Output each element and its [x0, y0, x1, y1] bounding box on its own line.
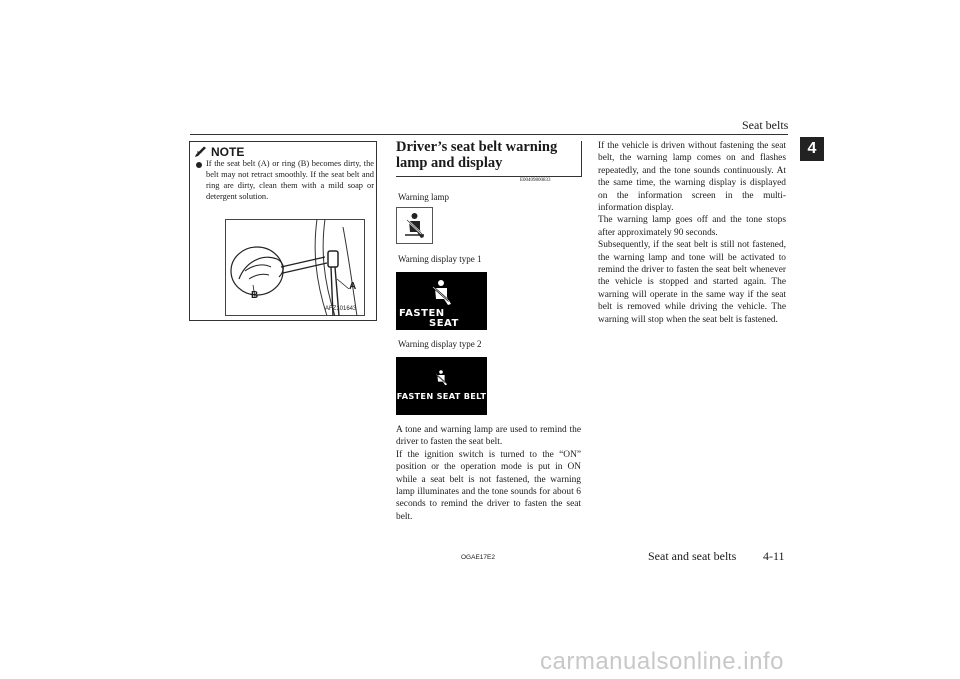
note-heading-text: NOTE [211, 145, 245, 159]
section-title-line1: Driver’s seat belt warning [396, 139, 558, 155]
figure-label-a: A [349, 281, 357, 292]
body-paragraph: If the vehicle is driven without fastening the seat belt, the warning lamp comes on and flashes repeatedly, and the tone sounds continuously. At the same time, the warning display is displayed on the information screen in the multi-information display. [598, 141, 786, 214]
section-title-line2: lamp and display [396, 155, 503, 171]
right-column-body [598, 140, 786, 326]
running-header-title: Seat belts [742, 118, 789, 132]
body-paragraph: If the ignition switch is turned to the “ON” position or the operation mode is put in ON while a seat belt is not fastened, the warning lamp illuminates and the tone sounds for about 6 seconds to remind the driver to fasten the seat belt. [396, 449, 581, 522]
note-pen-icon [194, 146, 208, 158]
header-rule [190, 134, 788, 135]
display-type2-label: Warning display type 2 [398, 339, 482, 349]
display2-text: FASTEN SEAT BELT [396, 391, 487, 401]
warning-lamp-label: Warning lamp [398, 192, 450, 202]
body-paragraph: Subsequently, if the seat belt is still not fastened, the warning lamp and tone will be activated to remind the driver to fasten the seat belt whenever the vehicle is stopped and started again. The warning will operate in the same way if the seat belt is removed while driving the vehicle. The warning will stop when the seat belt is fastened. [598, 240, 786, 325]
warning-lamp-box [396, 207, 433, 244]
chapter-tab: 4 [800, 137, 824, 161]
seat-belt-illustration [225, 219, 365, 316]
section-title [396, 139, 578, 171]
seat-belt-warning-icon [397, 208, 432, 243]
figure-id: AFZ101643 [325, 306, 357, 312]
seat-belt-display-icon [426, 278, 456, 308]
display1-line1: FASTEN [399, 308, 445, 319]
section-title-rule-vertical [581, 141, 582, 176]
figure-label-b: B [251, 290, 259, 301]
seat-belt-display-icon [432, 369, 450, 387]
watermark: carmanualsonline.info [540, 648, 784, 675]
note-heading [194, 145, 244, 159]
body-paragraph: A tone and warning lamp are used to remind the driver to fasten the seat belt. [396, 425, 581, 448]
footer-chapter-title: Seat and seat belts [648, 549, 737, 563]
body-paragraph: The warning lamp goes off and the tone stops after approximately 90 seconds. [598, 215, 786, 238]
footer-doc-code: OGAE17E2 [461, 554, 495, 561]
footer-page-number: 4-11 [763, 549, 785, 563]
note-bullet [196, 162, 202, 168]
section-code: E00409800833 [520, 178, 551, 183]
section-title-rule [396, 176, 582, 177]
display-type1-label: Warning display type 1 [398, 254, 482, 264]
note-box [189, 141, 377, 321]
display1-line2: SEAT BELT [429, 318, 459, 340]
middle-column-body [396, 424, 581, 523]
warning-display-type2 [396, 357, 487, 415]
warning-display-type1 [396, 272, 487, 340]
note-text: If the seat belt (A) or ring (B) becomes dirty, the belt may not retract smoothly. If the seat belt and ring are dirty, clean them with a mild soap or detergent solution. [206, 159, 374, 201]
